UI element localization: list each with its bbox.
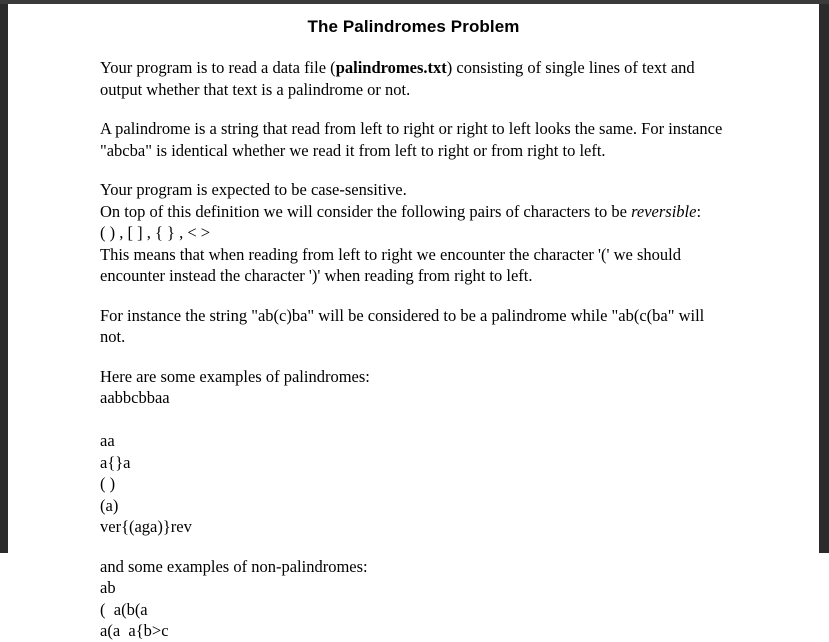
- reversible-pairs-intro-prefix: On top of this definition we will consider the following pairs of characters to be: [100, 201, 632, 221]
- window-chrome-right-bar: [819, 4, 829, 553]
- list-item: ver{(aga)}rev: [100, 517, 192, 536]
- non-palindrome-examples-list: [100, 556, 801, 642]
- list-item: aa: [100, 431, 115, 450]
- list-item: a(a a{b>c: [100, 621, 169, 640]
- data-file-name: palindromes.txt: [335, 58, 447, 77]
- reversible-pairs-intro: [100, 201, 740, 223]
- paragraph-intro-text-after-filename: ) consisting of single lines of text and output whether that text is a palindrome or not.: [100, 58, 695, 99]
- reversible-explanation: This means that when reading from left to right we encounter the character '(' we should encounter instead the character ')' when reading from right to left.: [100, 244, 686, 285]
- page-title: The Palindromes Problem: [307, 17, 520, 36]
- list-item: ( ): [100, 474, 116, 493]
- window-chrome-left-bar: [0, 4, 8, 553]
- case-sensitive-note: Your program is expected to be case-sensitive.: [100, 180, 407, 199]
- palindrome-examples-heading: Here are some examples of palindromes:: [100, 366, 370, 386]
- palindrome-examples-list: [100, 366, 801, 538]
- paragraph-example-statement: For instance the string "ab(c)ba" will be considered to be a palindrome while "ab(c(ba" will not.: [100, 305, 705, 346]
- non-palindrome-examples-heading: and some examples of non-palindromes:: [100, 556, 368, 576]
- list-blank-line: [100, 409, 801, 431]
- reversible-emphasis: reversible: [631, 201, 697, 221]
- document-body: [8, 38, 819, 642]
- reversible-pairs-list: ( ) , [ ] , { } , < >: [100, 223, 211, 242]
- list-item: (a): [100, 495, 119, 515]
- reversible-pairs-intro-suffix: :: [696, 201, 702, 221]
- list-item: a{}a: [100, 452, 131, 472]
- paragraph-palindrome-definition: A palindrome is a string that read from left to right or right to left looks the same. For instance "abcba" is identical whether we read it from left to right or from right to left.: [100, 119, 723, 160]
- list-item: ( a(b(a: [100, 599, 148, 619]
- list-item: aabbcbbaa: [100, 388, 170, 407]
- list-item: ab: [100, 578, 116, 597]
- document-page: [8, 4, 819, 640]
- paragraph-intro: [100, 57, 725, 100]
- reversible-definition-block: [100, 179, 740, 287]
- paragraph-intro-text-before-filename: Your program is to read a data file (: [100, 58, 336, 77]
